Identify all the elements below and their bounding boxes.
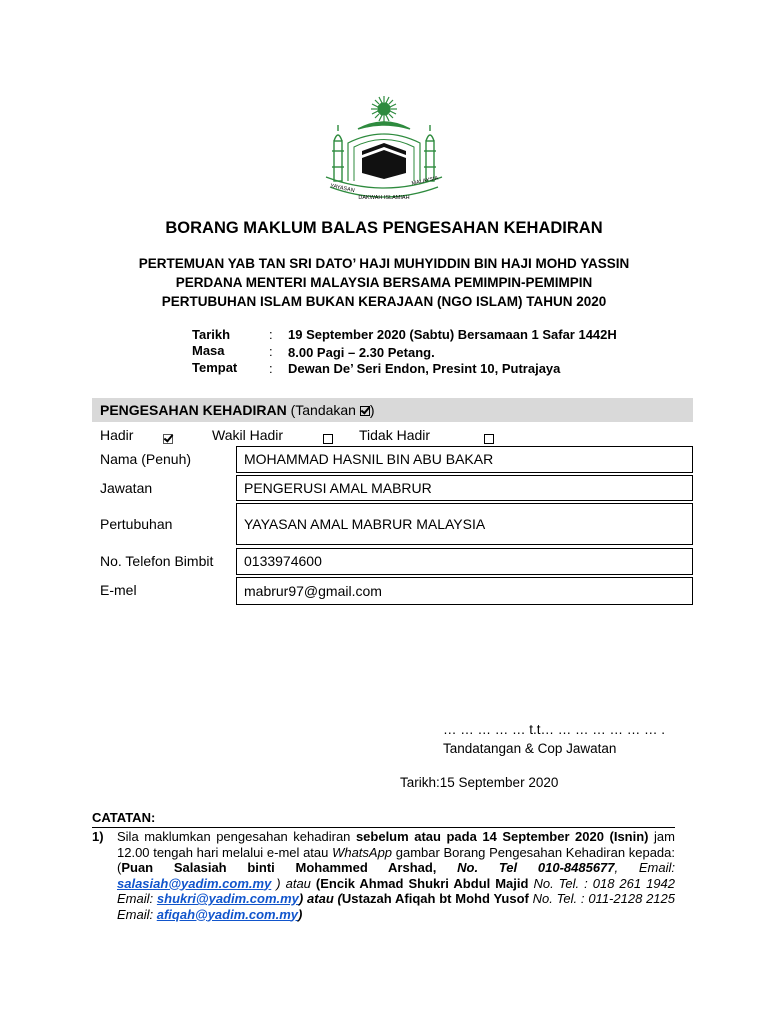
- name-field[interactable]: MOHAMMAD HASNIL BIN ABU BAKAR: [236, 446, 693, 473]
- organisation-field[interactable]: YAYASAN AMAL MABRUR MALAYSIA: [236, 503, 693, 545]
- option-wakil-hadir[interactable]: [212, 427, 283, 443]
- phone-label: No. Telefon Bimbit: [100, 553, 214, 569]
- note-contact-1-phone: No. Tel 010-8485677: [436, 860, 615, 875]
- email-link-afiqah[interactable]: afiqah@yadim.com.my: [156, 906, 299, 922]
- note-text-part: Sila maklumkan pengesahan kehadiran: [117, 829, 356, 844]
- note-number: 1): [92, 829, 104, 844]
- logo-text-right: MALAYSIA: [411, 175, 439, 187]
- logo-text-left: YAYASAN: [329, 183, 356, 195]
- signature-line: … … … … … t.t… … … … … … … .: [443, 722, 666, 737]
- detail-value-time: 8.00 Pagi – 2.30 Petang.: [288, 345, 435, 360]
- notes-heading: CATATAN:: [92, 810, 156, 825]
- position-field[interactable]: PENGERUSI AMAL MABRUR: [236, 475, 693, 501]
- checkbox-hadir[interactable]: [163, 434, 173, 444]
- section-hint-open: (Tandakan: [290, 402, 356, 418]
- crescent-emblem: [358, 122, 410, 129]
- notes-divider: [92, 827, 675, 828]
- detail-label-time: Masa: [192, 343, 225, 358]
- logo-text-bottom: DAKWAH ISLAMIAH: [358, 195, 410, 201]
- detail-value-venue: Dewan De’ Seri Endon, Presint 10, Putrajaya: [288, 361, 561, 376]
- note-contact-3-name: Ustazah Afiqah bt Mohd Yusof: [341, 891, 529, 906]
- option-hadir-label: Hadir: [100, 427, 134, 443]
- email-link-shukri[interactable]: shukri@yadim.com.my: [156, 891, 299, 906]
- section-hint-close: ): [369, 402, 375, 418]
- detail-label-date: Tarikh: [192, 327, 231, 342]
- email-label: E-mel: [100, 582, 137, 598]
- detail-label-venue: Tempat: [192, 360, 238, 375]
- email-field[interactable]: mabrur97@gmail.com: [236, 577, 693, 605]
- left-minaret: [332, 125, 344, 181]
- organisation-label: Pertubuhan: [100, 516, 173, 532]
- note-contact-2-name: (Encik Ahmad Shukri Abdul Majid: [315, 875, 529, 891]
- note-text-part: , Email:: [614, 860, 675, 875]
- phone-field[interactable]: 0133974600: [236, 548, 693, 575]
- note-text-part: ) atau (: [298, 891, 342, 906]
- checkbox-wakil-hadir[interactable]: [323, 434, 333, 444]
- form-title: BORANG MAKLUM BALAS PENGESAHAN KEHADIRAN: [165, 219, 603, 237]
- note-text: [117, 829, 675, 922]
- star-emblem: [371, 96, 397, 122]
- note-deadline: sebelum atau pada 14 September 2020 (Isnin): [355, 829, 649, 844]
- subtitle-line-1: PERTEMUAN YAB TAN SRI DATO’ HAJI MUHYIDDIN BIN HAJI MOHD YASSIN: [138, 256, 630, 271]
- kaaba-emblem: [362, 143, 406, 179]
- email-link-salasiah[interactable]: salasiah@yadim.com.my: [117, 875, 272, 891]
- note-contact-3-phone: No. Tel. : 011-2128 2125 Email:: [117, 891, 675, 922]
- name-label: Nama (Penuh): [100, 451, 192, 467]
- option-tidak-hadir[interactable]: [359, 427, 430, 443]
- option-wakil-hadir-label: Wakil Hadir: [212, 427, 284, 443]
- note-text-part: ) atau: [271, 875, 316, 891]
- position-label: Jawatan: [100, 480, 153, 496]
- note-whatsapp: WhatsApp: [332, 844, 393, 860]
- option-tidak-hadir-label: Tidak Hadir: [359, 427, 431, 443]
- note-text-part: ): [298, 906, 303, 922]
- detail-value-date: 19 September 2020 (Sabtu) Bersamaan 1 Safar 1442H: [288, 327, 617, 342]
- note-text-part: jam 12.00 tengah hari melalui e-mel atau: [117, 829, 675, 860]
- detail-colon: :: [269, 327, 273, 342]
- section-header: [92, 398, 693, 422]
- section-title: PENGESAHAN KEHADIRAN: [100, 402, 287, 418]
- signature-date: Tarikh:15 September 2020: [400, 775, 559, 790]
- checkbox-tidak-hadir[interactable]: [484, 434, 494, 444]
- signature-caption: Tandatangan & Cop Jawatan: [443, 741, 617, 756]
- yadim-logo: [318, 95, 450, 205]
- option-hadir[interactable]: [100, 427, 133, 443]
- note-contact-2-phone: No. Tel. : 018 261 1942 Email:: [117, 875, 676, 906]
- note-contact-1-name: Puan Salasiah binti Mohammed Arshad,: [121, 860, 437, 875]
- detail-colon: :: [269, 361, 273, 376]
- note-text-part: gambar Borang Pengesahan Kehadiran kepada: (: [117, 844, 675, 875]
- subtitle-line-3: PERTUBUHAN ISLAM BUKAN KERAJAAN (NGO ISLAM) TAHUN 2020: [161, 294, 607, 309]
- detail-colon: :: [269, 344, 273, 359]
- right-minaret: [424, 125, 436, 181]
- subtitle-line-2: PERDANA MENTERI MALAYSIA BERSAMA PEMIMPIN-PEMIMPIN: [175, 275, 593, 290]
- checkbox-sample-icon: [360, 406, 370, 416]
